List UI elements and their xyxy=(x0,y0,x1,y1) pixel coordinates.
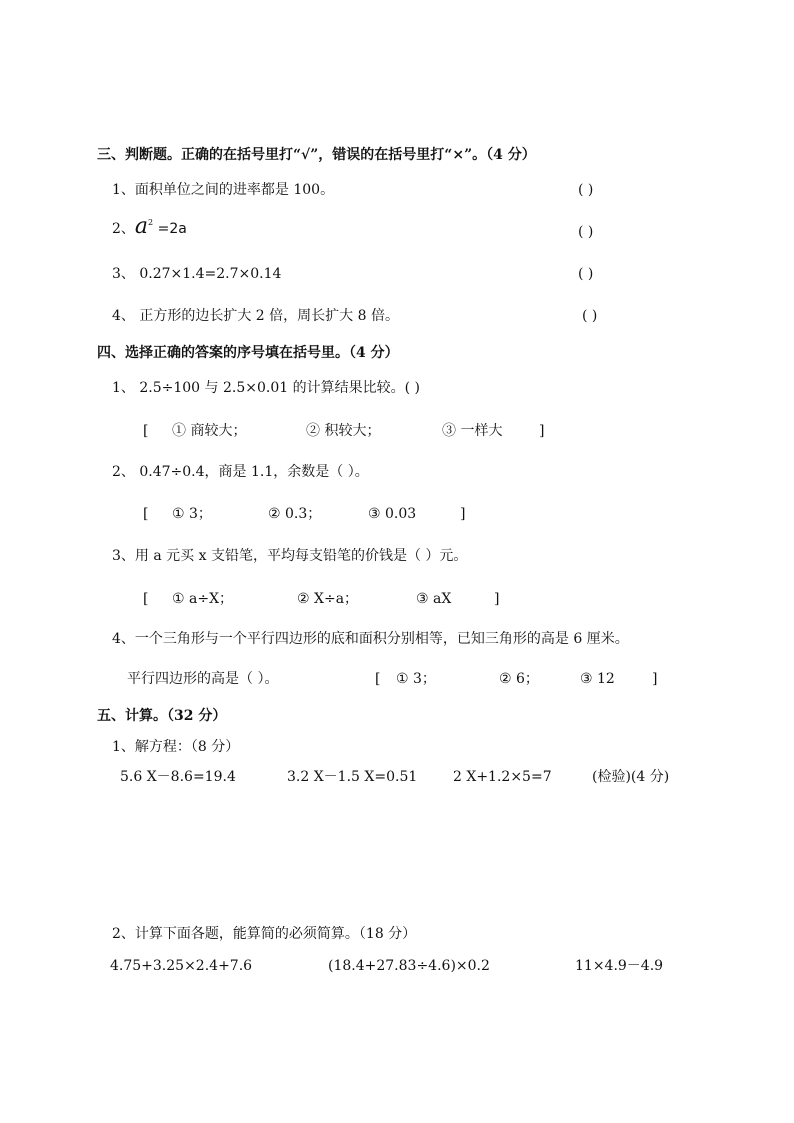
q3-option-3[interactable]: ③ aX xyxy=(416,591,452,607)
q1-option-2[interactable]: ② 积较大； xyxy=(306,423,381,439)
answer-paren-3[interactable]: ( ) xyxy=(578,266,594,282)
choice-question-1: 1、 2.5÷100 与 2.5×0.01 的计算结果比较。( ) xyxy=(112,380,420,396)
choice-question-2: 2、 0.47÷0.4，商是 1.1，余数是（ ）。 xyxy=(112,464,369,480)
q2-option-3[interactable]: ③ 0.03 xyxy=(368,506,417,522)
section-5-heading: 五、计算。（32 分） xyxy=(97,708,227,724)
q2-bracket-close: ] xyxy=(460,506,466,522)
judge-item-2 xyxy=(112,214,187,240)
expression-1: 4.75+3.25×2.4+7.6 xyxy=(110,958,253,974)
sub-question-2: 2、计算下面各题，能算简的必须简算。（18 分） xyxy=(112,926,417,942)
item-number: 2、 xyxy=(112,221,135,237)
expression-3: 11×4.9－4.9 xyxy=(575,958,664,974)
q4-bracket-open: [ xyxy=(375,671,381,687)
equation-1: 5.6 X－8.6=19.4 xyxy=(120,769,236,785)
q1-option-3[interactable]: ③ 一样大 xyxy=(442,423,503,439)
q3-option-2[interactable]: ② X÷a； xyxy=(297,591,359,607)
q1-option-1[interactable]: ① 商较大； xyxy=(172,423,247,439)
judge-item-3: 3、 0.27×1.4=2.7×0.14 xyxy=(112,266,282,282)
equation-rest: =2a xyxy=(153,221,187,237)
answer-paren-2[interactable]: ( ) xyxy=(578,224,594,240)
q2-option-2[interactable]: ② 0.3； xyxy=(268,506,322,522)
equation-3: 2 X+1.2×5=7 xyxy=(453,769,552,785)
q2-bracket-open: [ xyxy=(143,506,149,522)
exponent: 2 xyxy=(148,218,154,227)
equation-2: 3.2 X－1.5 X=0.51 xyxy=(287,769,418,785)
q3-bracket-open: [ xyxy=(143,591,149,607)
equation-check-note: (检验)(4 分) xyxy=(592,769,670,785)
q3-bracket-close: ] xyxy=(494,591,500,607)
q4-option-1[interactable]: ① 3； xyxy=(396,671,436,687)
q1-bracket-open: [ xyxy=(143,423,149,439)
variable-a: a xyxy=(134,214,149,239)
expression-2: (18.4+27.83÷4.6)×0.2 xyxy=(328,958,490,974)
q4-option-2[interactable]: ② 6； xyxy=(499,671,539,687)
section-3-heading: 三、判断题。正确的在括号里打“√”，错误的在括号里打“×”。（4 分） xyxy=(97,147,536,163)
answer-paren-1[interactable]: ( ) xyxy=(578,182,594,198)
choice-question-3: 3、用 a 元买 x 支铅笔，平均每支铅笔的价钱是（ ）元。 xyxy=(112,548,468,564)
judge-item-1: 1、面积单位之间的进率都是 100。 xyxy=(112,182,335,198)
section-4-heading: 四、选择正确的答案的序号填在括号里。（4 分） xyxy=(97,345,399,361)
sub-question-1: 1、解方程：（8 分） xyxy=(112,739,240,755)
q4-bracket-close: ] xyxy=(652,671,658,687)
answer-paren-4[interactable]: ( ) xyxy=(582,308,598,324)
choice-question-4: 4、一个三角形与一个平行四边形的底和面积分别相等，已知三角形的高是 6 厘米。 xyxy=(112,631,629,647)
judge-item-4: 4、 正方形的边长扩大 2 倍，周长扩大 8 倍。 xyxy=(112,308,399,324)
choice-question-4-line2: 平行四边形的高是（ ）。 xyxy=(127,671,279,687)
q3-option-1[interactable]: ① a÷X； xyxy=(172,591,234,607)
q4-option-3[interactable]: ③ 12 xyxy=(580,671,615,687)
q2-option-1[interactable]: ① 3； xyxy=(172,506,212,522)
q1-bracket-close: ] xyxy=(539,423,545,439)
